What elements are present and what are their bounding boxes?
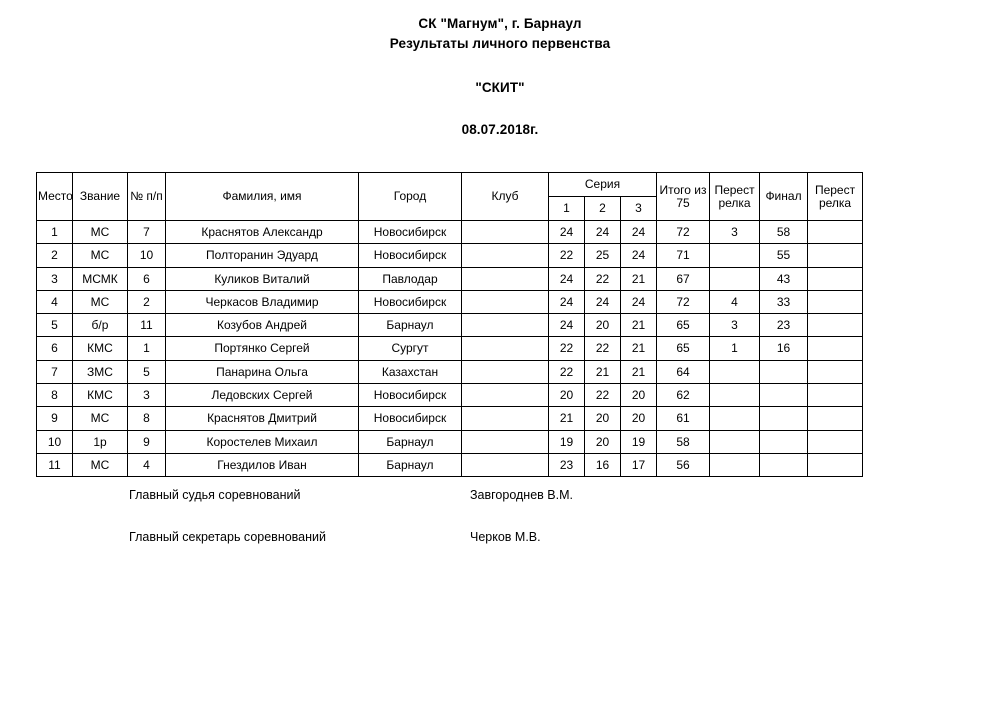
cell-shootoff-1: 4 — [710, 290, 760, 313]
cell-city: Барнаул — [359, 430, 462, 453]
cell-series-3: 17 — [621, 453, 657, 476]
cell-shootoff-2 — [808, 430, 863, 453]
cell-club — [462, 384, 549, 407]
table-row — [37, 314, 863, 337]
cell-name: Полторанин Эдуард — [166, 244, 359, 267]
cell-city: Сургут — [359, 337, 462, 360]
cell-series-1: 22 — [549, 360, 585, 383]
cell-series-2: 25 — [585, 244, 621, 267]
cell-name: Портянко Сергей — [166, 337, 359, 360]
cell-city: Казахстан — [359, 360, 462, 383]
column-header-city: Город — [359, 173, 462, 221]
cell-name: Краснятов Дмитрий — [166, 407, 359, 430]
cell-rank: МС — [73, 221, 128, 244]
discipline-title: "СКИТ" — [475, 80, 525, 95]
table-row — [37, 290, 863, 313]
cell-final: 55 — [760, 244, 808, 267]
column-header-series-1: 1 — [549, 197, 585, 221]
cell-total: 64 — [657, 360, 710, 383]
cell-name: Черкасов Владимир — [166, 290, 359, 313]
cell-number: 4 — [128, 453, 166, 476]
cell-name: Гнездилов Иван — [166, 453, 359, 476]
cell-series-2: 20 — [585, 430, 621, 453]
cell-shootoff-1 — [710, 360, 760, 383]
cell-final — [760, 360, 808, 383]
table-row — [37, 407, 863, 430]
cell-number: 5 — [128, 360, 166, 383]
cell-shootoff-2 — [808, 314, 863, 337]
cell-city: Павлодар — [359, 267, 462, 290]
cell-shootoff-1 — [710, 384, 760, 407]
cell-club — [462, 221, 549, 244]
cell-number: 2 — [128, 290, 166, 313]
cell-final: 58 — [760, 221, 808, 244]
table-row — [37, 267, 863, 290]
cell-number: 1 — [128, 337, 166, 360]
cell-place: 7 — [37, 360, 73, 383]
cell-series-3: 20 — [621, 384, 657, 407]
cell-series-2: 16 — [585, 453, 621, 476]
cell-name: Панарина Ольга — [166, 360, 359, 383]
cell-series-3: 20 — [621, 407, 657, 430]
signatures-block — [0, 487, 1000, 571]
cell-series-3: 21 — [621, 267, 657, 290]
column-header-number: № п/п — [128, 173, 166, 221]
column-header-total: Итого из 75 — [657, 173, 710, 221]
cell-club — [462, 314, 549, 337]
cell-rank: ЗМС — [73, 360, 128, 383]
cell-city: Барнаул — [359, 453, 462, 476]
cell-shootoff-1 — [710, 267, 760, 290]
cell-total: 71 — [657, 244, 710, 267]
document-subtitle: Результаты личного первенства — [389, 36, 611, 51]
cell-name: Ледовских Сергей — [166, 384, 359, 407]
cell-club — [462, 407, 549, 430]
cell-series-1: 23 — [549, 453, 585, 476]
cell-place: 11 — [37, 453, 73, 476]
cell-name: Коростелев Михаил — [166, 430, 359, 453]
cell-series-2: 20 — [585, 314, 621, 337]
cell-rank: 1р — [73, 430, 128, 453]
signature-person: Завгороднев В.М. — [470, 488, 573, 502]
cell-series-2: 24 — [585, 221, 621, 244]
column-header-name: Фамилия, имя — [166, 173, 359, 221]
column-header-shootoff-1: Перест релка — [710, 173, 760, 221]
table-row — [37, 384, 863, 407]
results-table-container — [36, 172, 862, 477]
cell-rank: МС — [73, 290, 128, 313]
column-header-rank: Звание — [73, 173, 128, 221]
cell-club — [462, 244, 549, 267]
cell-final: 33 — [760, 290, 808, 313]
cell-series-2: 22 — [585, 337, 621, 360]
cell-place: 5 — [37, 314, 73, 337]
signature-role: Главный судья соревнований — [129, 488, 301, 502]
cell-shootoff-2 — [808, 407, 863, 430]
column-header-shootoff-2: Перест релка — [808, 173, 863, 221]
column-header-place: Место — [37, 173, 73, 221]
table-header-row-primary — [37, 173, 863, 197]
cell-city: Новосибирск — [359, 244, 462, 267]
cell-shootoff-2 — [808, 337, 863, 360]
column-header-series-group: Серия — [549, 173, 657, 197]
cell-club — [462, 267, 549, 290]
cell-series-3: 21 — [621, 337, 657, 360]
cell-shootoff-2 — [808, 384, 863, 407]
cell-shootoff-1 — [710, 244, 760, 267]
cell-rank: МС — [73, 453, 128, 476]
cell-place: 4 — [37, 290, 73, 313]
cell-rank: КМС — [73, 337, 128, 360]
column-header-series-3: 3 — [621, 197, 657, 221]
cell-shootoff-1 — [710, 430, 760, 453]
cell-total: 72 — [657, 221, 710, 244]
cell-shootoff-1: 3 — [710, 221, 760, 244]
title-spacer — [0, 54, 1000, 78]
cell-place: 9 — [37, 407, 73, 430]
cell-series-3: 24 — [621, 290, 657, 313]
cell-series-2: 24 — [585, 290, 621, 313]
cell-number: 9 — [128, 430, 166, 453]
cell-series-2: 20 — [585, 407, 621, 430]
cell-total: 62 — [657, 384, 710, 407]
table-row — [37, 337, 863, 360]
cell-total: 58 — [657, 430, 710, 453]
cell-rank: КМС — [73, 384, 128, 407]
cell-shootoff-1 — [710, 453, 760, 476]
cell-shootoff-2 — [808, 267, 863, 290]
cell-number: 10 — [128, 244, 166, 267]
cell-club — [462, 290, 549, 313]
date-spacer — [0, 98, 1000, 120]
cell-shootoff-2 — [808, 453, 863, 476]
cell-shootoff-2 — [808, 360, 863, 383]
cell-series-3: 24 — [621, 221, 657, 244]
cell-name: Краснятов Александр — [166, 221, 359, 244]
cell-total: 67 — [657, 267, 710, 290]
cell-series-2: 21 — [585, 360, 621, 383]
cell-series-3: 21 — [621, 360, 657, 383]
cell-city: Новосибирск — [359, 290, 462, 313]
cell-series-1: 19 — [549, 430, 585, 453]
cell-series-1: 21 — [549, 407, 585, 430]
cell-city: Барнаул — [359, 314, 462, 337]
cell-rank: МСМК — [73, 267, 128, 290]
organization-title: СК "Магнум", г. Барнаул — [418, 16, 582, 31]
signature-row — [0, 529, 1000, 571]
cell-total: 72 — [657, 290, 710, 313]
cell-final — [760, 430, 808, 453]
table-row — [37, 244, 863, 267]
cell-number: 6 — [128, 267, 166, 290]
cell-club — [462, 430, 549, 453]
cell-number: 7 — [128, 221, 166, 244]
table-row — [37, 453, 863, 476]
table-row — [37, 360, 863, 383]
cell-place: 2 — [37, 244, 73, 267]
cell-series-1: 24 — [549, 221, 585, 244]
cell-series-1: 22 — [549, 244, 585, 267]
cell-shootoff-2 — [808, 221, 863, 244]
cell-total: 56 — [657, 453, 710, 476]
cell-rank: б/р — [73, 314, 128, 337]
cell-series-2: 22 — [585, 267, 621, 290]
cell-series-3: 24 — [621, 244, 657, 267]
table-row — [37, 430, 863, 453]
cell-rank: МС — [73, 244, 128, 267]
signature-person: Черков М.В. — [470, 530, 541, 544]
cell-final — [760, 384, 808, 407]
cell-series-1: 24 — [549, 267, 585, 290]
cell-shootoff-1 — [710, 407, 760, 430]
cell-shootoff-2 — [808, 290, 863, 313]
cell-place: 8 — [37, 384, 73, 407]
cell-final: 43 — [760, 267, 808, 290]
cell-series-1: 22 — [549, 337, 585, 360]
cell-place: 1 — [37, 221, 73, 244]
cell-number: 8 — [128, 407, 166, 430]
cell-place: 10 — [37, 430, 73, 453]
cell-total: 65 — [657, 314, 710, 337]
cell-series-1: 24 — [549, 314, 585, 337]
cell-final: 23 — [760, 314, 808, 337]
document-header — [0, 0, 1000, 140]
cell-city: Новосибирск — [359, 384, 462, 407]
cell-series-2: 22 — [585, 384, 621, 407]
signature-row — [0, 487, 1000, 529]
table-row — [37, 221, 863, 244]
table-header — [37, 173, 863, 221]
cell-club — [462, 360, 549, 383]
table-body — [37, 221, 863, 477]
cell-number: 3 — [128, 384, 166, 407]
cell-name: Козубов Андрей — [166, 314, 359, 337]
cell-series-1: 20 — [549, 384, 585, 407]
results-table — [36, 172, 863, 477]
cell-shootoff-1: 1 — [710, 337, 760, 360]
cell-shootoff-2 — [808, 244, 863, 267]
cell-final — [760, 453, 808, 476]
cell-total: 65 — [657, 337, 710, 360]
cell-place: 3 — [37, 267, 73, 290]
cell-city: Новосибирск — [359, 407, 462, 430]
column-header-final: Финал — [760, 173, 808, 221]
cell-final: 16 — [760, 337, 808, 360]
event-date: 08.07.2018г. — [461, 122, 539, 137]
cell-shootoff-1: 3 — [710, 314, 760, 337]
cell-series-3: 19 — [621, 430, 657, 453]
cell-series-3: 21 — [621, 314, 657, 337]
cell-total: 61 — [657, 407, 710, 430]
cell-club — [462, 453, 549, 476]
column-header-club: Клуб — [462, 173, 549, 221]
cell-number: 11 — [128, 314, 166, 337]
cell-series-1: 24 — [549, 290, 585, 313]
cell-final — [760, 407, 808, 430]
cell-city: Новосибирск — [359, 221, 462, 244]
cell-rank: МС — [73, 407, 128, 430]
signature-role: Главный секретарь соревнований — [129, 530, 326, 544]
cell-name: Куликов Виталий — [166, 267, 359, 290]
cell-club — [462, 337, 549, 360]
cell-place: 6 — [37, 337, 73, 360]
column-header-series-2: 2 — [585, 197, 621, 221]
